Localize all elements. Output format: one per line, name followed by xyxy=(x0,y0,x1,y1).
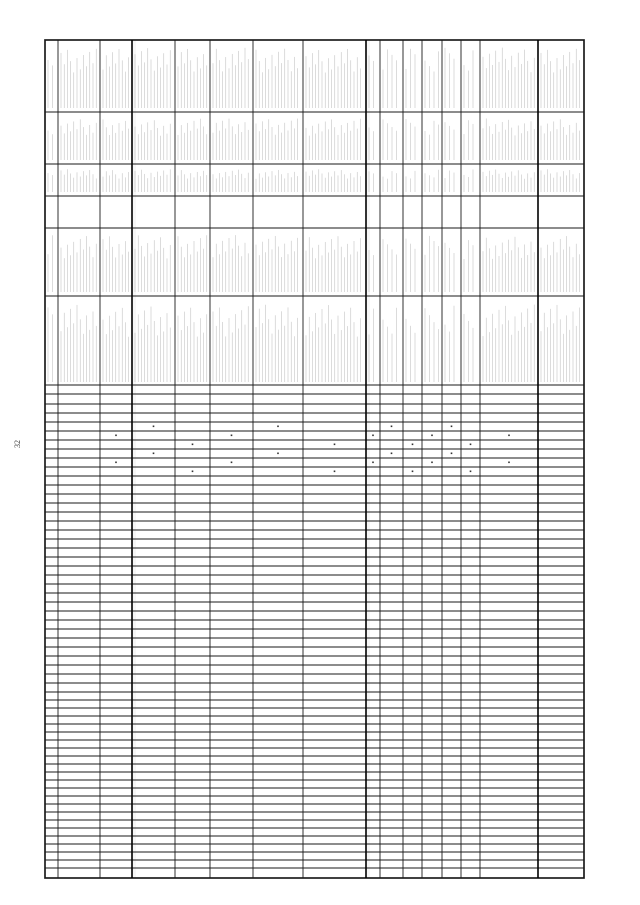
cell-mark xyxy=(431,462,433,464)
cell-mark xyxy=(231,435,233,437)
cell-mark xyxy=(451,426,453,428)
text-lines xyxy=(48,48,579,382)
table-frame xyxy=(45,40,584,878)
cell-mark xyxy=(192,471,194,473)
cell-mark xyxy=(153,426,155,428)
cell-mark xyxy=(412,471,414,473)
cell-mark xyxy=(277,426,279,428)
cell-mark xyxy=(470,471,472,473)
cell-mark xyxy=(192,444,194,446)
cell-mark xyxy=(431,435,433,437)
page-number: 32 xyxy=(13,440,22,448)
row-bands xyxy=(132,40,370,878)
cell-mark xyxy=(115,462,117,464)
cell-mark xyxy=(334,471,336,473)
cell-mark xyxy=(115,435,117,437)
cell-mark xyxy=(372,435,374,437)
cell-mark xyxy=(508,435,510,437)
cell-mark xyxy=(277,453,279,455)
cell-mark xyxy=(451,453,453,455)
cell-mark xyxy=(412,444,414,446)
cell-mark xyxy=(508,462,510,464)
cell-mark xyxy=(334,444,336,446)
cell-mark xyxy=(153,453,155,455)
cell-mark xyxy=(231,462,233,464)
table-grid xyxy=(45,40,584,878)
cell-mark xyxy=(470,444,472,446)
cell-mark xyxy=(391,426,393,428)
cell-mark xyxy=(391,453,393,455)
cell-mark xyxy=(372,462,374,464)
